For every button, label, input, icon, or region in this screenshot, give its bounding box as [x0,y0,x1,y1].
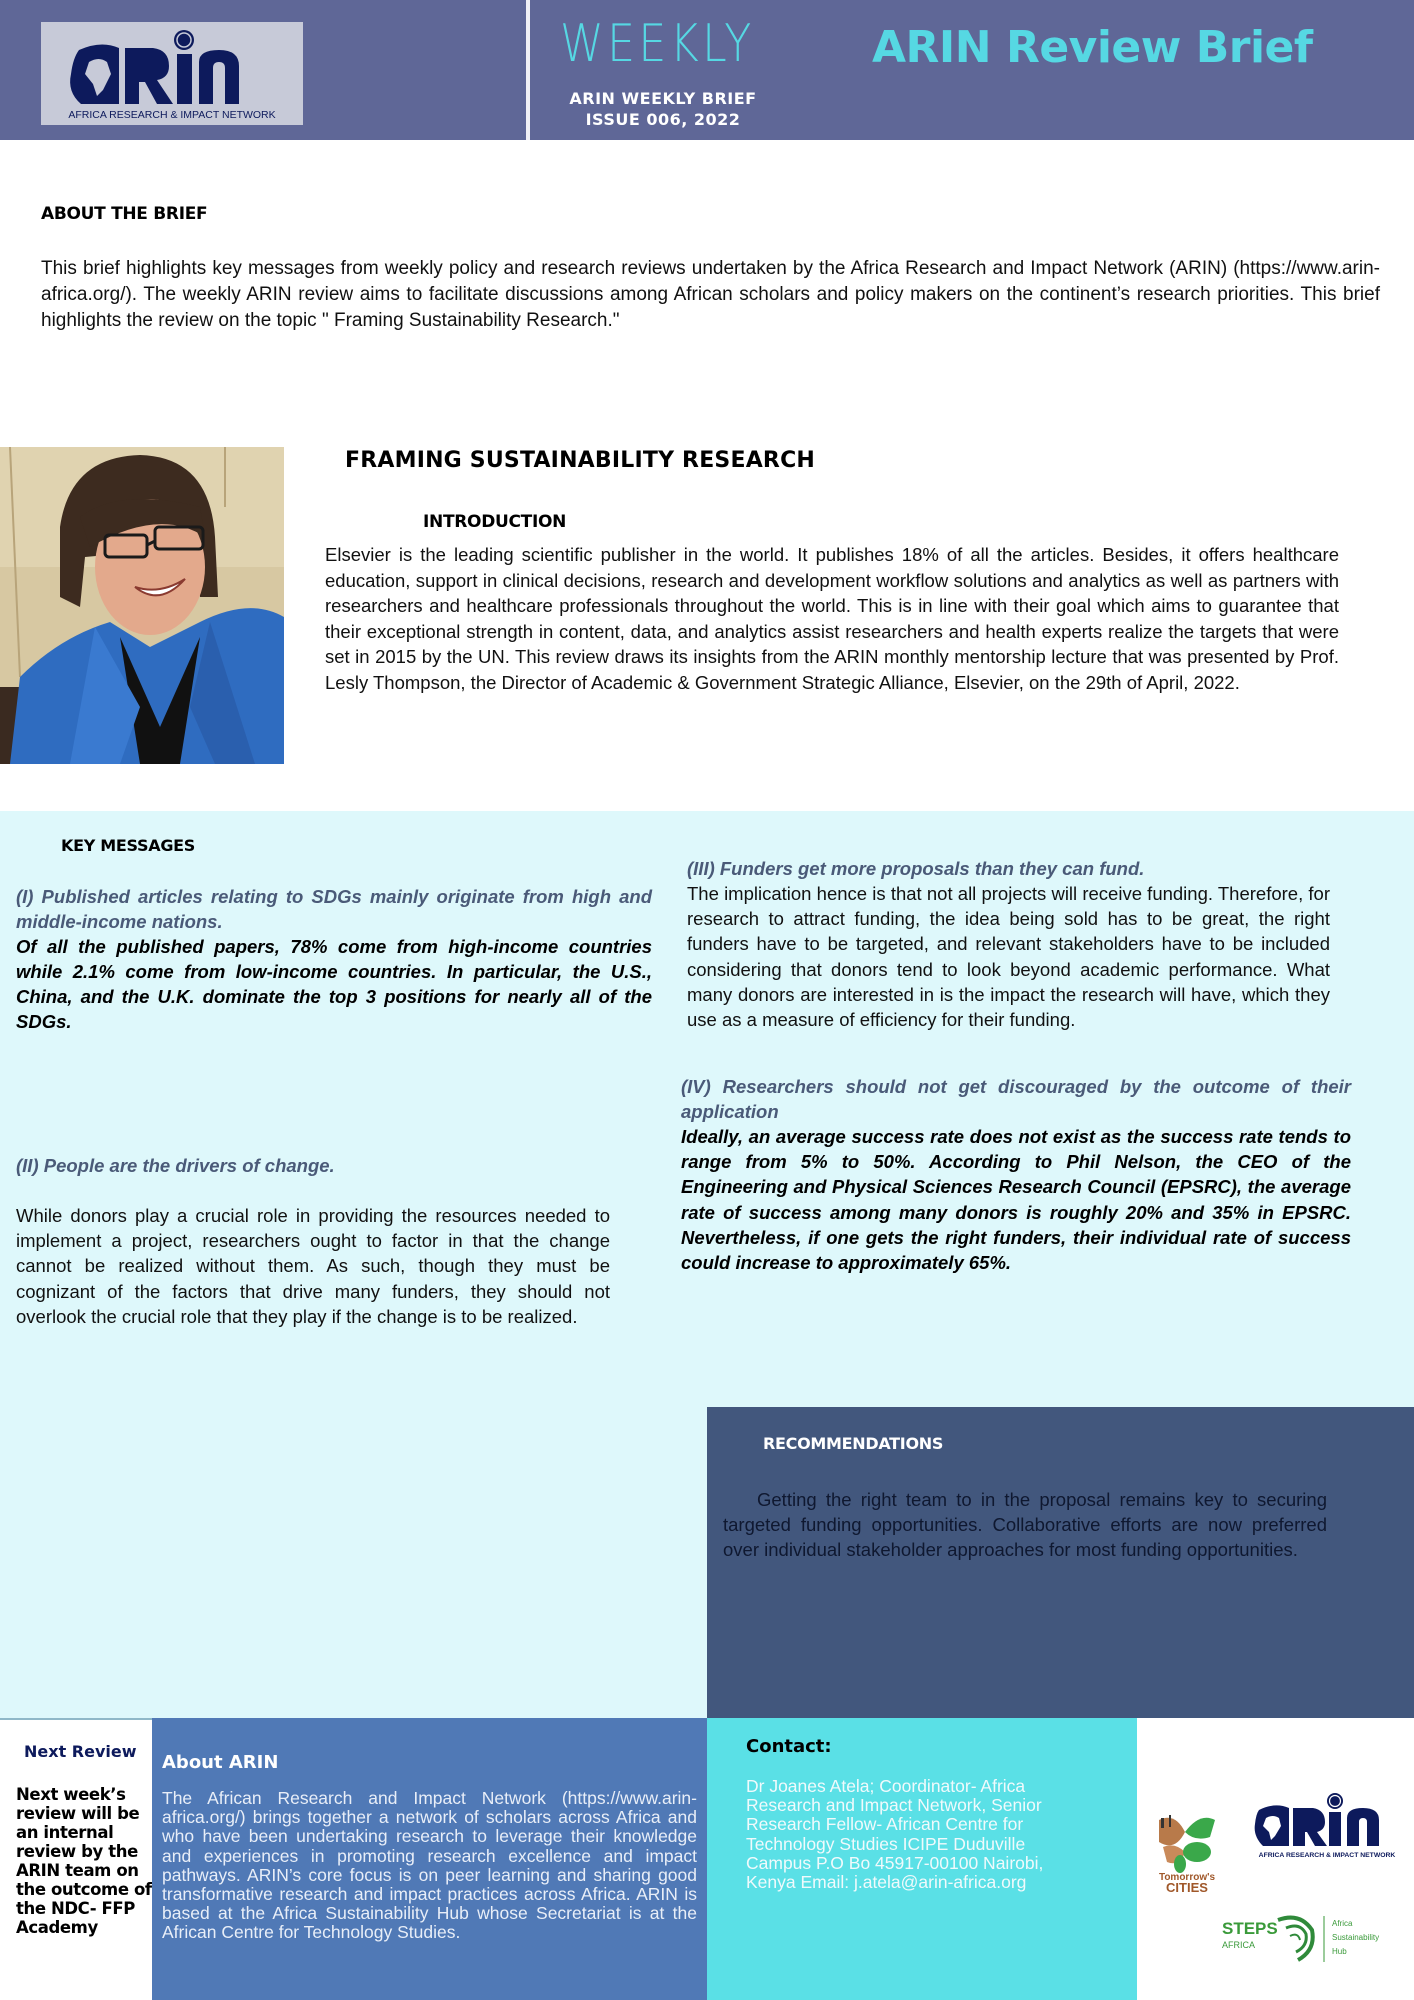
tomorrows-cities-logo-icon [1155,1812,1220,1892]
article-title: FRAMING SUSTAINABILITY RESEARCH [345,448,816,473]
about-heading: ABOUT THE BRIEF [41,204,208,224]
contact-text: Dr Joanes Atela; Coordinator- Africa Research and Impact Network, Senior Research Fellow- African Centre for Technology Studies ICIPE Duduville Campus P.O Bo 45917-00100 Nairobi, Kenya Email: j.atela@arin-africa.org [746,1776,1044,1893]
tomorrows-cities-line1: Tomorrow's [1158,1872,1216,1883]
hub-line1: Africa [1332,1919,1353,1928]
issue-number: ISSUE 006, 2022 [585,110,741,129]
speaker-photo [0,447,284,764]
key-messages-heading: KEY MESSAGES [61,836,196,855]
issue-block [548,88,778,130]
key-message-2 [16,1153,610,1329]
key-message-body: Of all the published papers, 78% come from high-income countries while 2.1% come from low-income countries. In particular, the U.S., China, and the U.K. dominate the top 3 positions for nearly all of the SDGs. [16,936,652,1032]
contact-heading: Contact: [746,1736,832,1757]
key-message-title: (I) Published articles relating to SDGs mainly originate from high and middle-income nations. [16,886,652,932]
next-review-heading: Next Review [24,1742,137,1761]
arin-footer-tagline: AFRICA RESEARCH & IMPACT NETWORK [1258,1852,1396,1859]
hub-line3: Hub [1332,1947,1347,1956]
steps-line1: STEPS [1222,1919,1278,1938]
page-title: ARIN Review Brief [872,22,1313,73]
next-review-text: Next week’s review will be an internal review by the ARIN team on the outcome of the NDC- FFP Academy [16,1785,152,1937]
portrait-image-icon [0,447,284,764]
arin-logo-icon [41,22,303,125]
steps-line2: AFRICA [1222,1940,1256,1950]
about-text: This brief highlights key messages from weekly policy and research reviews undertaken by the Africa Research and Impact Network (ARIN) (https://www.arin-africa.org/). The weekly ARIN review aims to facilitate discussions among African scholars and policy makers on the continent’s research priorities. This brief highlights the review on the topic " Framing Sustainability Research." [41,258,1380,331]
steps-africa-logo-icon [1220,1910,1380,1970]
tomorrows-cities-line2: CITIES [1166,1880,1208,1892]
arin-logo [41,22,303,125]
key-message-title: (II) People are the drivers of change. [16,1155,335,1176]
key-message-body: While donors play a crucial role in providing the resources needed to implement a project, researchers ought to factor in that the change cannot be realized without them. As such, though they must be cognizant of the factors that drive many funders, they should not overlook the crucial role that they play if the change is to be realized. [16,1205,610,1327]
weekly-label: WEEKLY [560,14,755,74]
key-message-3 [687,856,1330,1032]
brief-name: ARIN WEEKLY BRIEF [569,89,757,108]
key-message-1 [16,884,652,1034]
key-message-4 [681,1074,1351,1275]
recommendations-panel [707,1407,1414,1720]
arin-footer-logo-icon [1253,1790,1401,1860]
introduction-heading: INTRODUCTION [423,512,567,532]
key-message-body: Ideally, an average success rate does not exist as the success rate tends to range from 5% to 50%. According to Phil Nelson, the CEO of the Engineering and Physical Sciences Research Council (EPSRC), the average rate of success among many donors is roughly 20% and 35% in EPSRC. Nevertheless, if one gets the right funders, their individual rate of success could increase to approximately 65%. [681,1126,1351,1274]
recommendations-text: Getting the right team to in the proposal remains key to securing targeted funding opportunities. Collaborative efforts are now preferred over individual stakeholder approaches for most funding opportunities. [723,1489,1327,1561]
header-divider [526,0,530,140]
logo-tagline: AFRICA RESEARCH & IMPACT NETWORK [68,109,276,121]
key-message-body: The implication hence is that not all projects will receive funding. Therefore, for research to attract funding, the idea being sold has to be great, the right funders have to be targeted, and relevant stakeholders have to be included considering that donors tend to look beyond academic performance. What many donors are interested in is the impact the research will have, which they use as a measure of efficiency for their funding. [687,883,1330,1031]
hub-line2: Sustainability [1332,1933,1380,1942]
about-arin-heading: About ARIN [162,1752,279,1773]
recommendations-heading: RECOMMENDATIONS [763,1434,944,1453]
key-message-title: (IV) Researchers should not get discouraged by the outcome of their application [681,1076,1351,1122]
key-message-title: (III) Funders get more proposals than they can fund. [687,858,1145,879]
about-arin-text: The African Research and Impact Network (https://www.arin-africa.org/) brings together a network of scholars across Africa and who have been undertaking research to leverage their knowledge and experiences in promoting research excellence and impact pathways. ARIN’s core focus is on peer learning and sharing good transformative research and impact practices across Africa. ARIN is based at the Africa Sustainability Hub whose Secretariat is at the African Centre for Technology Studies. [162,1788,697,1943]
introduction-text: Elsevier is the leading scientific publisher in the world. It publishes 18% of all the articles. Besides, it offers healthcare education, support in clinical decisions, research and development workflow solutions and analytics as well as partners with researchers and healthcare professionals throughout the world. This is in line with their goal which aims to guarantee that their exceptional strength in content, data, and analytics assist researchers and health experts realize the targets that were set in 2015 by the UN. This review draws its insights from the ARIN monthly mentorship lecture that was presented by Prof. Lesly Thompson, the Director of Academic & Government Strategic Alliance, Elsevier, on the 29th of April, 2022. [325,544,1339,693]
